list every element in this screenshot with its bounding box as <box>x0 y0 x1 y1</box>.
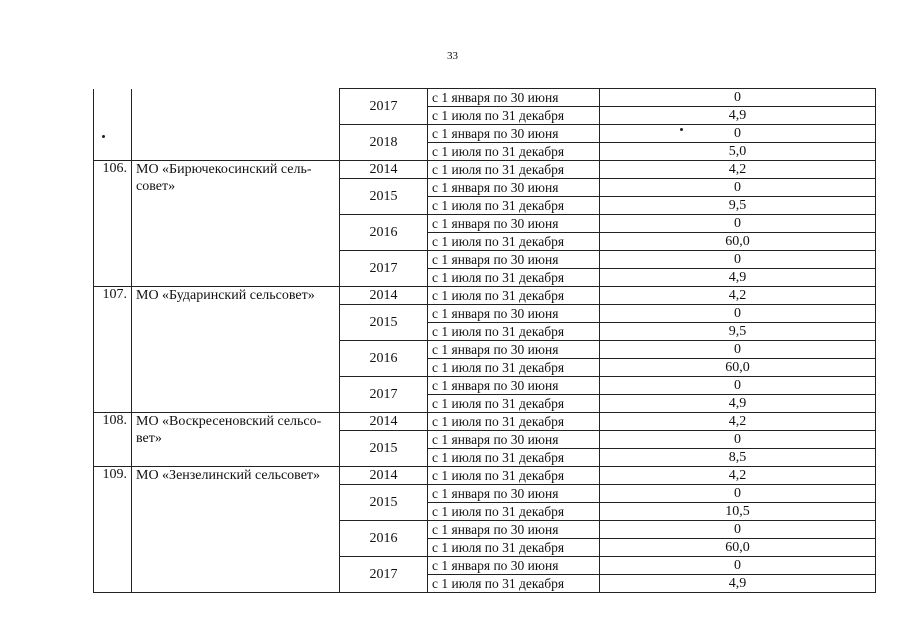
value-cell: 0 <box>600 485 876 503</box>
value-cell: 60,0 <box>600 233 876 251</box>
period-cell: с 1 июля по 31 декабря <box>428 161 600 179</box>
period-cell: с 1 июля по 31 декабря <box>428 197 600 215</box>
period-cell: с 1 июля по 31 декабря <box>428 269 600 287</box>
period-cell: с 1 января по 30 июня <box>428 179 600 197</box>
value-cell: 0 <box>600 179 876 197</box>
year-cell: 2014 <box>340 161 428 179</box>
municipality-name: МО «Бударинский сельсовет» <box>132 287 340 413</box>
value-cell: 5,0 <box>600 143 876 161</box>
period-cell: с 1 июля по 31 декабря <box>428 287 600 305</box>
value-cell: 0 <box>600 125 876 143</box>
period-cell: с 1 июля по 31 декабря <box>428 413 600 431</box>
value-cell: 0 <box>600 377 876 395</box>
year-cell: 2017 <box>340 251 428 287</box>
value-cell: 4,2 <box>600 413 876 431</box>
year-cell: 2015 <box>340 431 428 467</box>
period-cell: с 1 января по 30 июня <box>428 521 600 539</box>
year-cell: 2015 <box>340 305 428 341</box>
period-cell: с 1 июля по 31 декабря <box>428 503 600 521</box>
value-cell: 9,5 <box>600 197 876 215</box>
table-row <box>94 413 876 431</box>
value-cell: 4,9 <box>600 269 876 287</box>
scan-speck <box>680 128 683 131</box>
table-row <box>94 467 876 485</box>
municipality-name: МО «Зензелинский сельсовет» <box>132 467 340 593</box>
period-cell: с 1 января по 30 июня <box>428 305 600 323</box>
value-cell: 60,0 <box>600 539 876 557</box>
value-cell: 4,2 <box>600 467 876 485</box>
period-cell: с 1 июля по 31 декабря <box>428 539 600 557</box>
value-cell: 0 <box>600 521 876 539</box>
year-cell: 2014 <box>340 467 428 485</box>
period-cell: с 1 июля по 31 декабря <box>428 395 600 413</box>
value-cell: 4,2 <box>600 287 876 305</box>
entry-number: 109. <box>94 467 132 593</box>
period-cell: с 1 июля по 31 декабря <box>428 323 600 341</box>
period-cell: с 1 января по 30 июня <box>428 377 600 395</box>
period-cell: с 1 июля по 31 декабря <box>428 233 600 251</box>
entry-number: 107. <box>94 287 132 413</box>
value-cell: 0 <box>600 89 876 107</box>
period-cell: с 1 июля по 31 декабря <box>428 467 600 485</box>
year-cell: 2014 <box>340 287 428 305</box>
period-cell: с 1 января по 30 июня <box>428 485 600 503</box>
municipality-name <box>132 89 340 161</box>
period-cell: с 1 июля по 31 декабря <box>428 575 600 593</box>
year-cell: 2016 <box>340 341 428 377</box>
period-cell: с 1 июля по 31 декабря <box>428 449 600 467</box>
tariff-table <box>93 88 876 593</box>
period-cell: с 1 июля по 31 декабря <box>428 359 600 377</box>
value-cell: 9,5 <box>600 323 876 341</box>
value-cell: 4,9 <box>600 575 876 593</box>
page-number: 33 <box>447 50 458 62</box>
table-row <box>94 161 876 179</box>
municipality-name: МО «Бирючекосинский сель-совет» <box>132 161 340 287</box>
period-cell: с 1 января по 30 июня <box>428 215 600 233</box>
value-cell: 4,9 <box>600 395 876 413</box>
year-cell: 2015 <box>340 485 428 521</box>
value-cell: 10,5 <box>600 503 876 521</box>
period-cell: с 1 июля по 31 декабря <box>428 143 600 161</box>
year-cell: 2016 <box>340 521 428 557</box>
value-cell: 0 <box>600 251 876 269</box>
year-cell: 2014 <box>340 413 428 431</box>
year-cell: 2017 <box>340 89 428 125</box>
year-cell: 2017 <box>340 557 428 593</box>
municipality-name: МО «Воскресеновский сельсо-вет» <box>132 413 340 467</box>
year-cell: 2018 <box>340 125 428 161</box>
year-cell: 2015 <box>340 179 428 215</box>
entry-number: 106. <box>94 161 132 287</box>
year-cell: 2017 <box>340 377 428 413</box>
period-cell: с 1 января по 30 июня <box>428 125 600 143</box>
period-cell: с 1 января по 30 июня <box>428 431 600 449</box>
period-cell: с 1 января по 30 июня <box>428 251 600 269</box>
year-cell: 2016 <box>340 215 428 251</box>
value-cell: 4,9 <box>600 107 876 125</box>
period-cell: с 1 января по 30 июня <box>428 341 600 359</box>
entry-number <box>94 89 132 161</box>
period-cell: с 1 июля по 31 декабря <box>428 107 600 125</box>
value-cell: 0 <box>600 305 876 323</box>
value-cell: 0 <box>600 557 876 575</box>
period-cell: с 1 января по 30 июня <box>428 89 600 107</box>
scan-speck <box>102 135 105 138</box>
table-row <box>94 89 876 107</box>
table-body <box>94 89 876 593</box>
value-cell: 60,0 <box>600 359 876 377</box>
value-cell: 8,5 <box>600 449 876 467</box>
entry-number: 108. <box>94 413 132 467</box>
table-row <box>94 287 876 305</box>
value-cell: 4,2 <box>600 161 876 179</box>
value-cell: 0 <box>600 341 876 359</box>
period-cell: с 1 января по 30 июня <box>428 557 600 575</box>
value-cell: 0 <box>600 215 876 233</box>
value-cell: 0 <box>600 431 876 449</box>
